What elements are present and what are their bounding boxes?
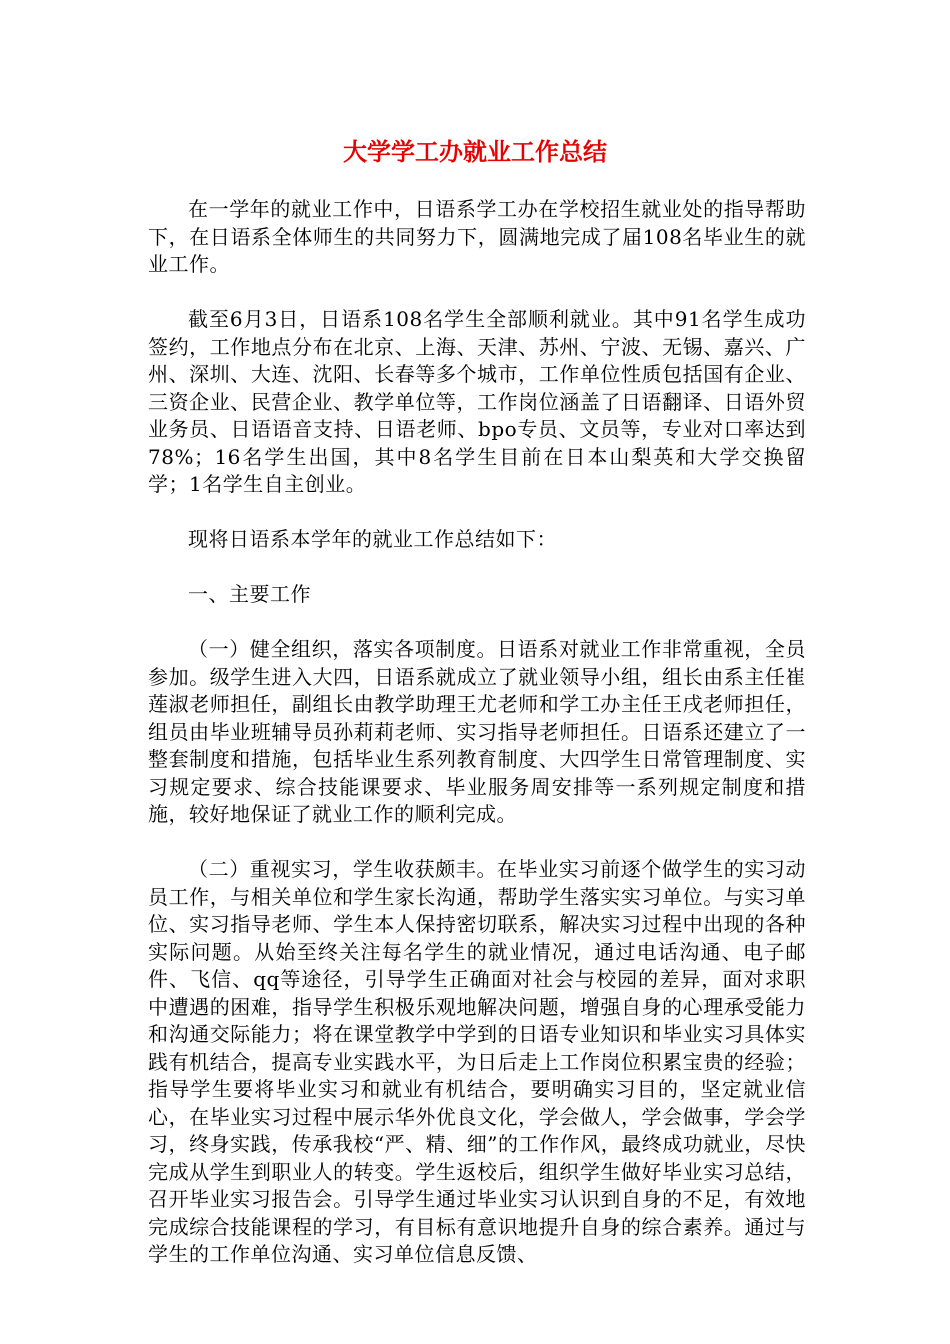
paragraph-employment-status: 截至6月3日，日语系108名学生全部顺利就业。其中91名学生成功签约，工作地点分布在北京、上海、天津、苏州、宁波、无锡、嘉兴、广州、深圳、大连、沈阳、长春等多个城市，工作单位性质包括国有企业、三资企业、民营企业、教学单位等，工作岗位涵盖了日语翻译、日语外贸业务员、日语语音支持、日语老师、bpo专员、文员等，专业对口率达到78%；16名学生出国，其中8名学生目前在日本山梨英和大学交换留学；1名学生自主创业。: [148, 307, 806, 496]
section-heading-main-work: 一、主要工作: [188, 582, 311, 606]
paragraph-summary-lead: 现将日语系本学年的就业工作总结如下：: [188, 527, 557, 551]
document-title: 大学学工办就业工作总结: [343, 138, 607, 166]
paragraph-intro: 在一学年的就业工作中，日语系学工办在学校招生就业处的指导帮助下，在日语系全体师生的共同努力下，圆满地完成了届108名毕业生的就业工作。: [148, 197, 806, 276]
document-body: [148, 196, 806, 1269]
paragraph-organization: （一）健全组织，落实各项制度。日语系对就业工作非常重视，全员参加。级学生进入大四，日语系就成立了就业领导小组，组长由系主任崔莲淑老师担任，副组长由教学助理王尤老师和学工办主任王戌老师担任，组员由毕业班辅导员孙莉莉老师、实习指导老师担任。日语系还建立了一整套制度和措施，包括毕业生系列教育制度、大四学生日常管理制度、实习规定要求、综合技能课要求、毕业服务周安排等一系列规定制度和措施，较好地保证了就业工作的顺利完成。: [148, 637, 806, 826]
paragraph-internship: （二）重视实习，学生收获颇丰。在毕业实习前逐个做学生的实习动员工作，与相关单位和学生家长沟通，帮助学生落实实习单位。与实习单位、实习指导老师、学生本人保持密切联系，解决实习过程中出现的各种实际问题。从始至终关注每名学生的就业情况，通过电话沟通、电子邮件、飞信、qq等途径，引导学生正确面对社会与校园的差异，面对求职中遭遇的困难，指导学生积极乐观地解决问题，增强自身的心理承受能力和沟通交际能力；将在课堂教学中学到的日语专业知识和毕业实习具体实践有机结合，提高专业实践水平，为日后走上工作岗位积累宝贵的经验；指导学生要将毕业实习和就业有机结合，要明确实习目的，坚定就业信心，在毕业实习过程中展示华外优良文化，学会做人，学会做事，学会学习，终身实践，传承我校“严、精、细”的工作作风，最终成功就业，尽快完成从学生到职业人的转变。学生返校后，组织学生做好毕业实习总结，召开毕业实习报告会。引导学生通过毕业实习认识到自身的不足，有效地完成综合技能课程的学习，有目标有意识地提升自身的综合素养。通过与学生的工作单位沟通、实习单位信息反馈、: [148, 857, 806, 1266]
